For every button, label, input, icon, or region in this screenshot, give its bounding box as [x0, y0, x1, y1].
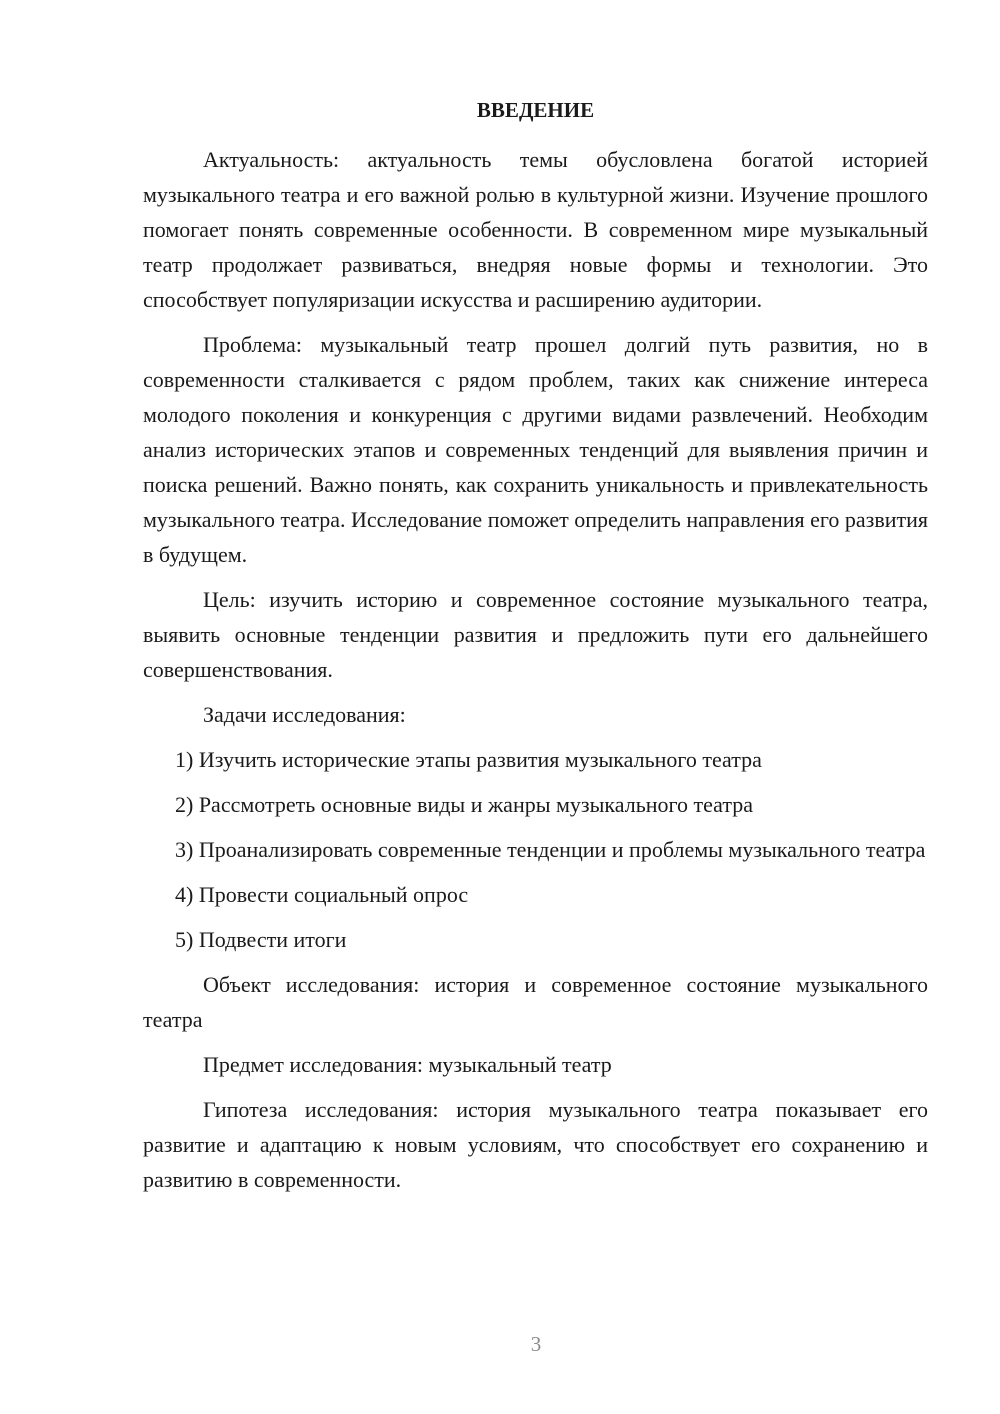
- problem-paragraph: Проблема: музыкальный театр прошел долгий путь развития, но в современности сталкивается с рядом проблем, таких как снижение интереса молодого поколения и конкуренция с другими видами развлечений. Необходим анализ исторических этапов и современных тенденций для выявления причин и поиска решений. Важно понять, как сохранить уникальность и привлекательность музыкального театра. Исследование поможет определить направления его развития в будущем.: [143, 332, 928, 567]
- tasks-list: [143, 742, 928, 957]
- list-item: 3) Проанализировать современные тенденции и проблемы музыкального театра: [175, 837, 926, 862]
- subject-paragraph: Предмет исследования: музыкальный театр: [203, 1052, 612, 1077]
- hypothesis-paragraph: Гипотеза исследования: история музыкального театра показывает его развитие и адаптацию к новым условиям, что способствует его сохранению и развитию в современности.: [143, 1097, 928, 1192]
- object-paragraph: Объект исследования: история и современное состояние музыкального театра: [143, 972, 928, 1032]
- goal-paragraph: Цель: изучить историю и современное состояние музыкального театра, выявить основные тенденции развития и предложить пути его дальнейшего совершенствования.: [143, 587, 928, 682]
- relevance-paragraph: Актуальность: актуальность темы обусловлена богатой историей музыкального театра и его важной ролью в культурной жизни. Изучение прошлого помогает понять современные особенности. В современном мире музыкальный театр продолжает развиваться, внедряя новые формы и технологии. Это способствует популяризации искусства и расширению аудитории.: [143, 147, 928, 312]
- list-item: 2) Рассмотреть основные виды и жанры музыкального театра: [175, 792, 753, 817]
- page-title: ВВЕДЕНИЕ: [476, 98, 595, 122]
- list-item: 4) Провести социальный опрос: [175, 882, 469, 907]
- tasks-heading: Задачи исследования:: [203, 702, 406, 727]
- page-number: 3: [530, 1332, 542, 1356]
- list-item: 5) Подвести итоги: [175, 927, 347, 952]
- document-page: [143, 92, 928, 1207]
- list-item: 1) Изучить исторические этапы развития музыкального театра: [175, 747, 762, 772]
